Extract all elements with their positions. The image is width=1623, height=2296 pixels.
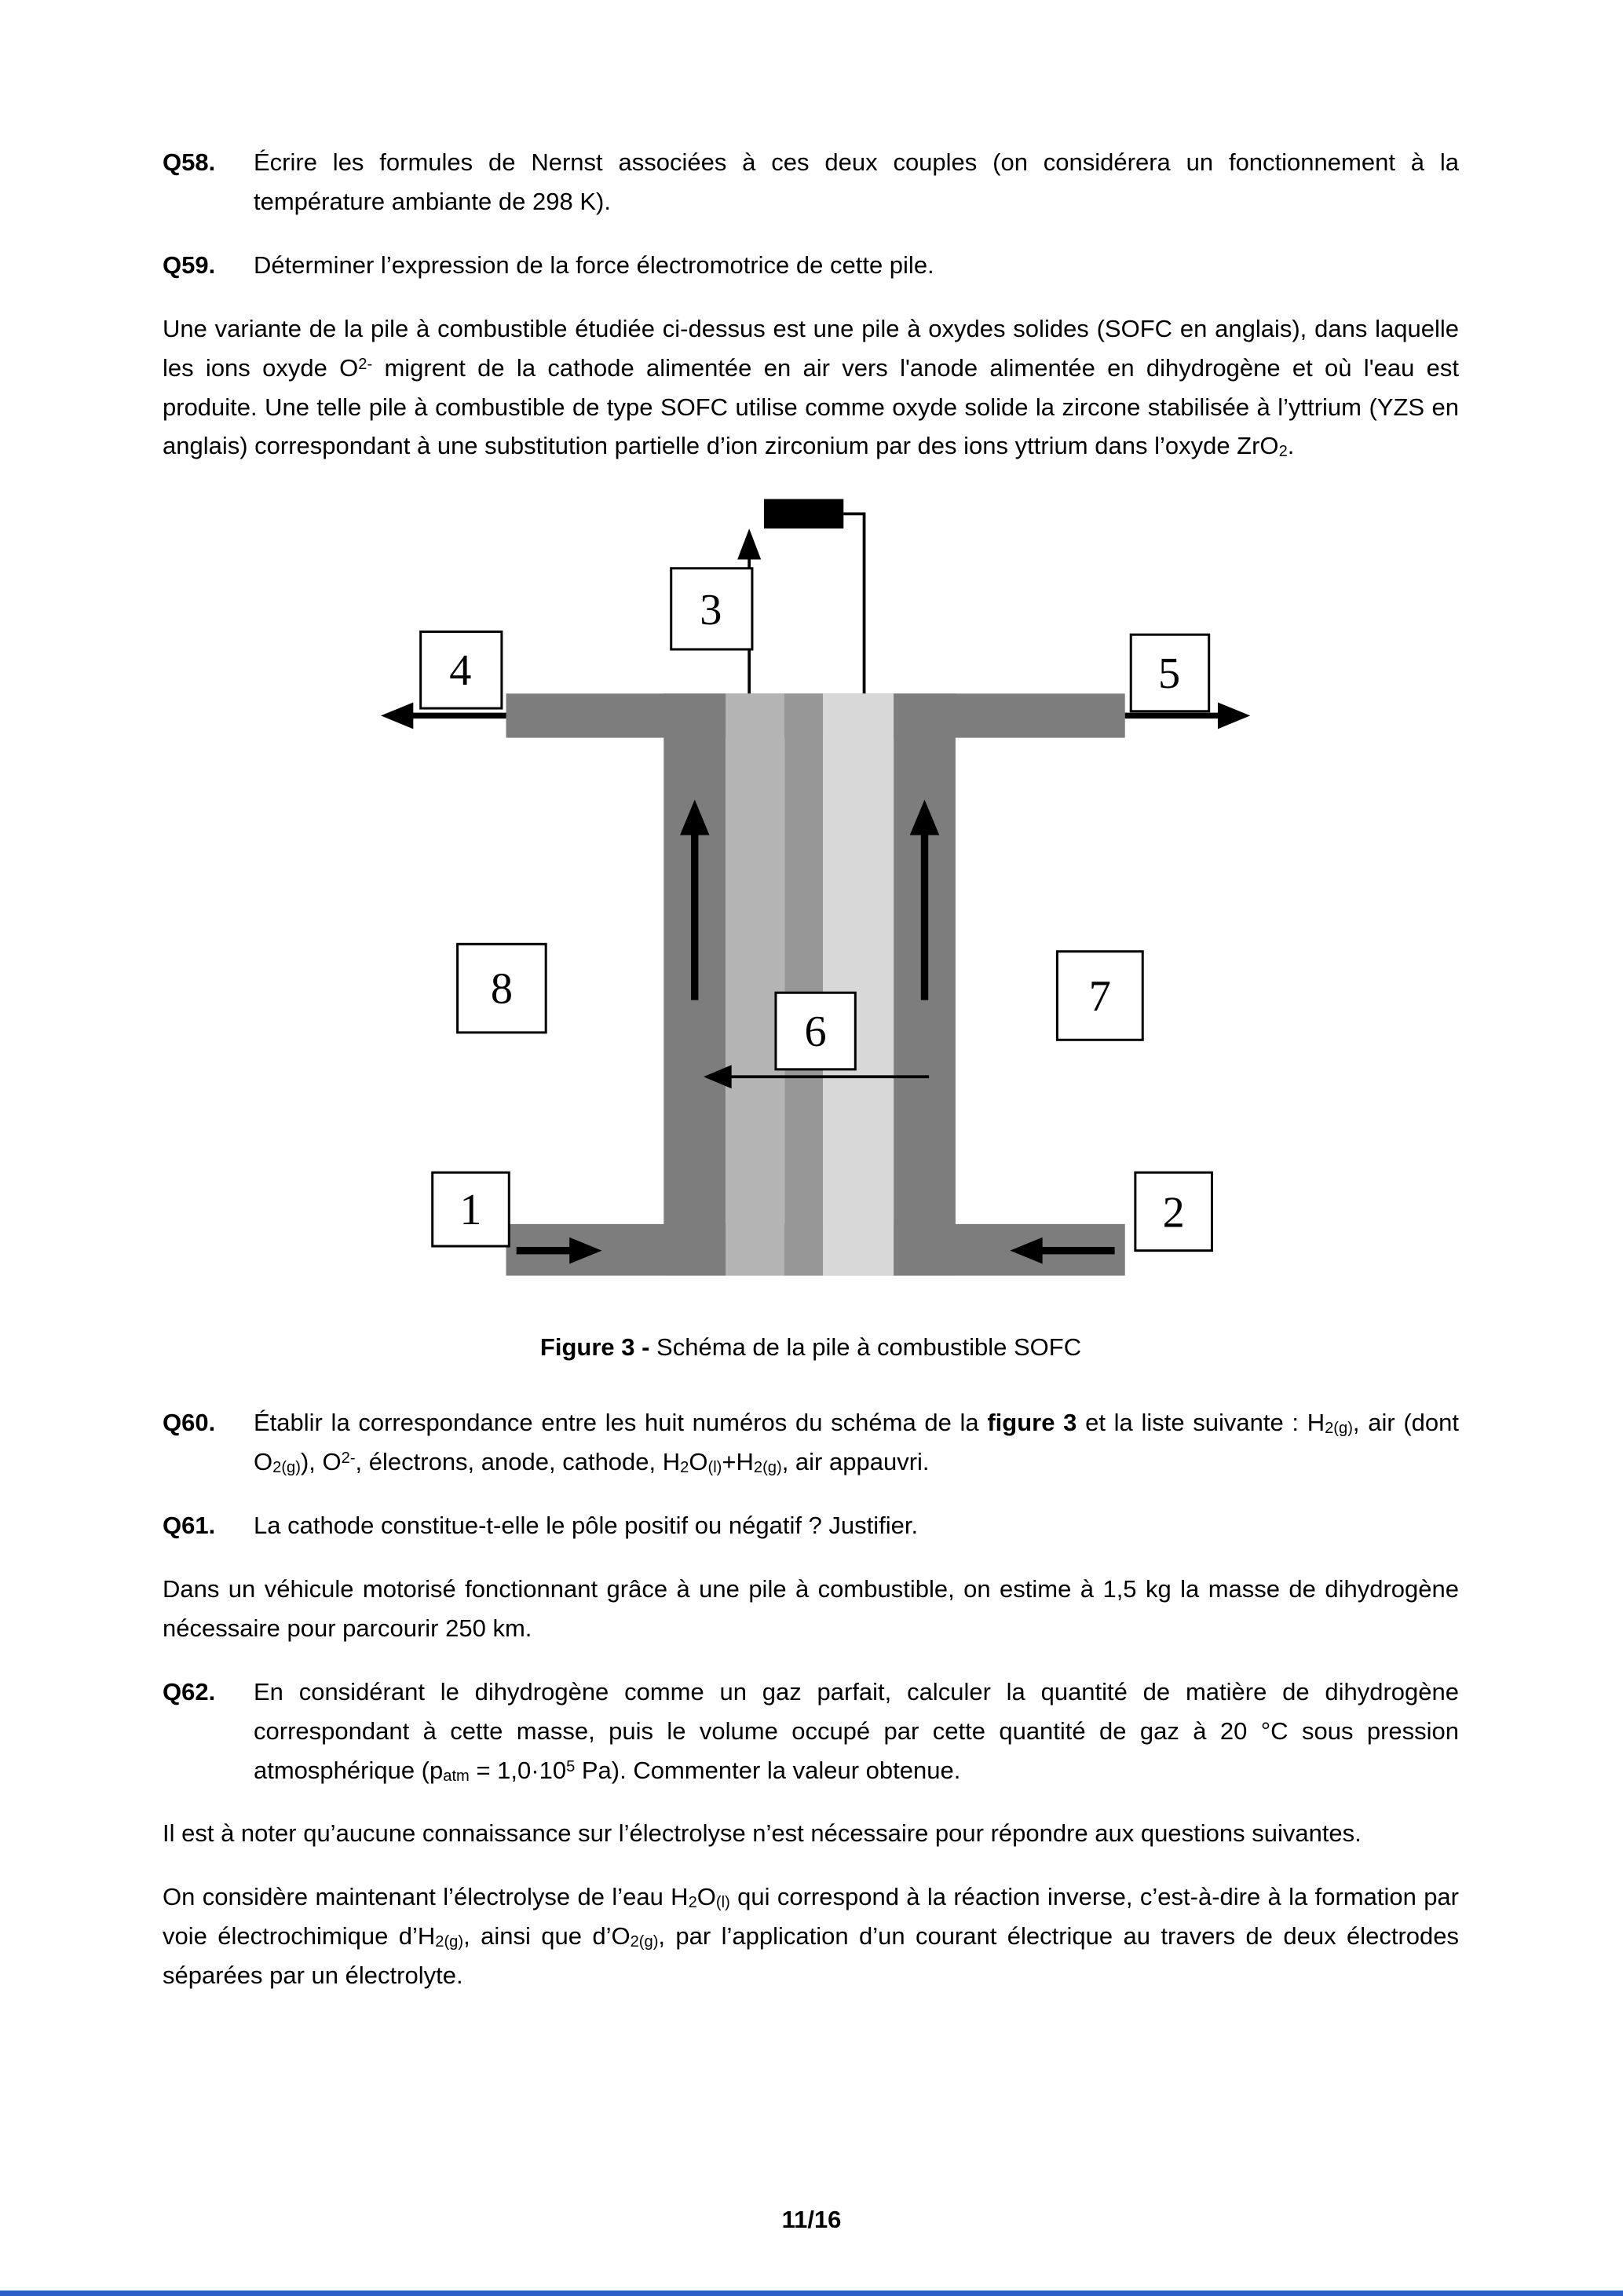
figure-3-caption: Figure 3 - Schéma de la pile à combustible SOFC bbox=[539, 1333, 1082, 1362]
question-58-text: Écrire les formules de Nernst associées à ces deux couples (on considérera un fonctionnement à la température ambiante de 298 K). bbox=[254, 148, 1459, 215]
question-59-text: Déterminer l’expression de la force électromotrice de cette pile. bbox=[254, 250, 934, 279]
paragraph-note-electrolysis: Il est à noter qu’aucune connaissance sur l’électrolyse n’est nécessaire pour répondre aux questions suivantes. bbox=[163, 1819, 1362, 1848]
label-3: 3 bbox=[699, 586, 722, 635]
right-electrode-layer bbox=[823, 694, 894, 1276]
question-59-label: Q59. bbox=[163, 250, 216, 279]
question-60-label: Q60. bbox=[163, 1409, 216, 1437]
page-number: 11/16 bbox=[781, 2206, 842, 2234]
paragraph-vehicle: Dans un véhicule motorisé fonctionnant grâce à une pile à combustible, on estime à 1,5 kg la masse de dihydrogène nécessaire pour parcourir 250 km. bbox=[163, 1574, 1459, 1642]
label-6: 6 bbox=[804, 1007, 827, 1057]
question-58 bbox=[163, 143, 1459, 221]
question-58-label: Q58. bbox=[163, 148, 216, 176]
left-electrode-layer bbox=[726, 694, 784, 1276]
label-8: 8 bbox=[490, 964, 513, 1014]
sofc-cell-diagram bbox=[369, 490, 1253, 1286]
question-60-text: Établir la correspondance entre les huit numéros du schéma de la figure 3 et la liste suivante : $H_{2(g)}$, air (dont $O_{2(g)}$), $O^{2-}$, électrons, anode, cathode, $H_2O_{(l)}+H_{2(g)}$, air appauvri. bbox=[254, 1409, 1460, 1477]
question-61 bbox=[163, 1506, 1459, 1545]
outlet-top-left-arrow-icon bbox=[381, 703, 413, 729]
question-61-label: Q61. bbox=[163, 1511, 216, 1539]
paragraph-electrolysis-water: On considère maintenant l’électrolyse de l’eau $H_2O_{(l)}$ qui correspond à la réaction inverse, c’est-à-dire à la formation par voie électrochimique $d’H_{2(g)}$, ainsi que $d’O_{2(g)}$, par l’application d’un courant électrique au travers de deux électrodes séparées par un électrolyte. bbox=[163, 1883, 1460, 1990]
question-61-text: La cathode constitue-t-elle le pôle positif ou négatif ? Justifier. bbox=[254, 1511, 919, 1539]
label-7: 7 bbox=[1088, 972, 1111, 1022]
question-62-label: Q62. bbox=[163, 1677, 216, 1706]
external-load-box bbox=[763, 499, 843, 529]
question-60 bbox=[163, 1403, 1459, 1482]
electrolyte-layer bbox=[784, 694, 823, 1276]
label-5: 5 bbox=[1157, 649, 1180, 699]
question-62-text: En considérant le dihydrogène comme un gaz parfait, calculer la quantité de matière de dihydrogène correspondant à cette masse, puis le volume occupé par cette quantité de gaz à 20 °C sous pression atmosphérique ($p_{atm} = 1,0\cdot 10^5$ Pa). Commenter la valeur obtenue. bbox=[254, 1677, 1459, 1785]
label-1: 1 bbox=[459, 1186, 482, 1235]
paragraph-sofc-intro: Une variante de la pile à combustible étudiée ci-dessus est une pile à oxydes solides (SOFC en anglais), dans laquelle les ions oxyde $O^{2-}$ migrent de la cathode alimentée en air vers l'anode alimentée en dihydrogène et où l'eau est produite. Une telle pile à combustible de type SOFC utilise comme oxyde solide la zircone stabilisée à l’yttrium (YZS en anglais) correspondant à une substitution partielle d’ion zirconium par des ions yttrium dans l’oxyde ZrO$_2$. bbox=[163, 314, 1459, 461]
question-62 bbox=[163, 1673, 1459, 1790]
electron-flow-arrow-icon bbox=[737, 528, 761, 559]
label-4: 4 bbox=[448, 646, 471, 696]
cell-layer-stack bbox=[726, 694, 894, 1276]
wire-right bbox=[843, 514, 864, 697]
figure-3 bbox=[163, 490, 1459, 1298]
question-59 bbox=[163, 246, 1459, 285]
bottom-edge-bar bbox=[0, 2291, 1623, 2296]
label-2: 2 bbox=[1162, 1188, 1185, 1238]
outlet-top-right-arrow-icon bbox=[1217, 703, 1249, 729]
